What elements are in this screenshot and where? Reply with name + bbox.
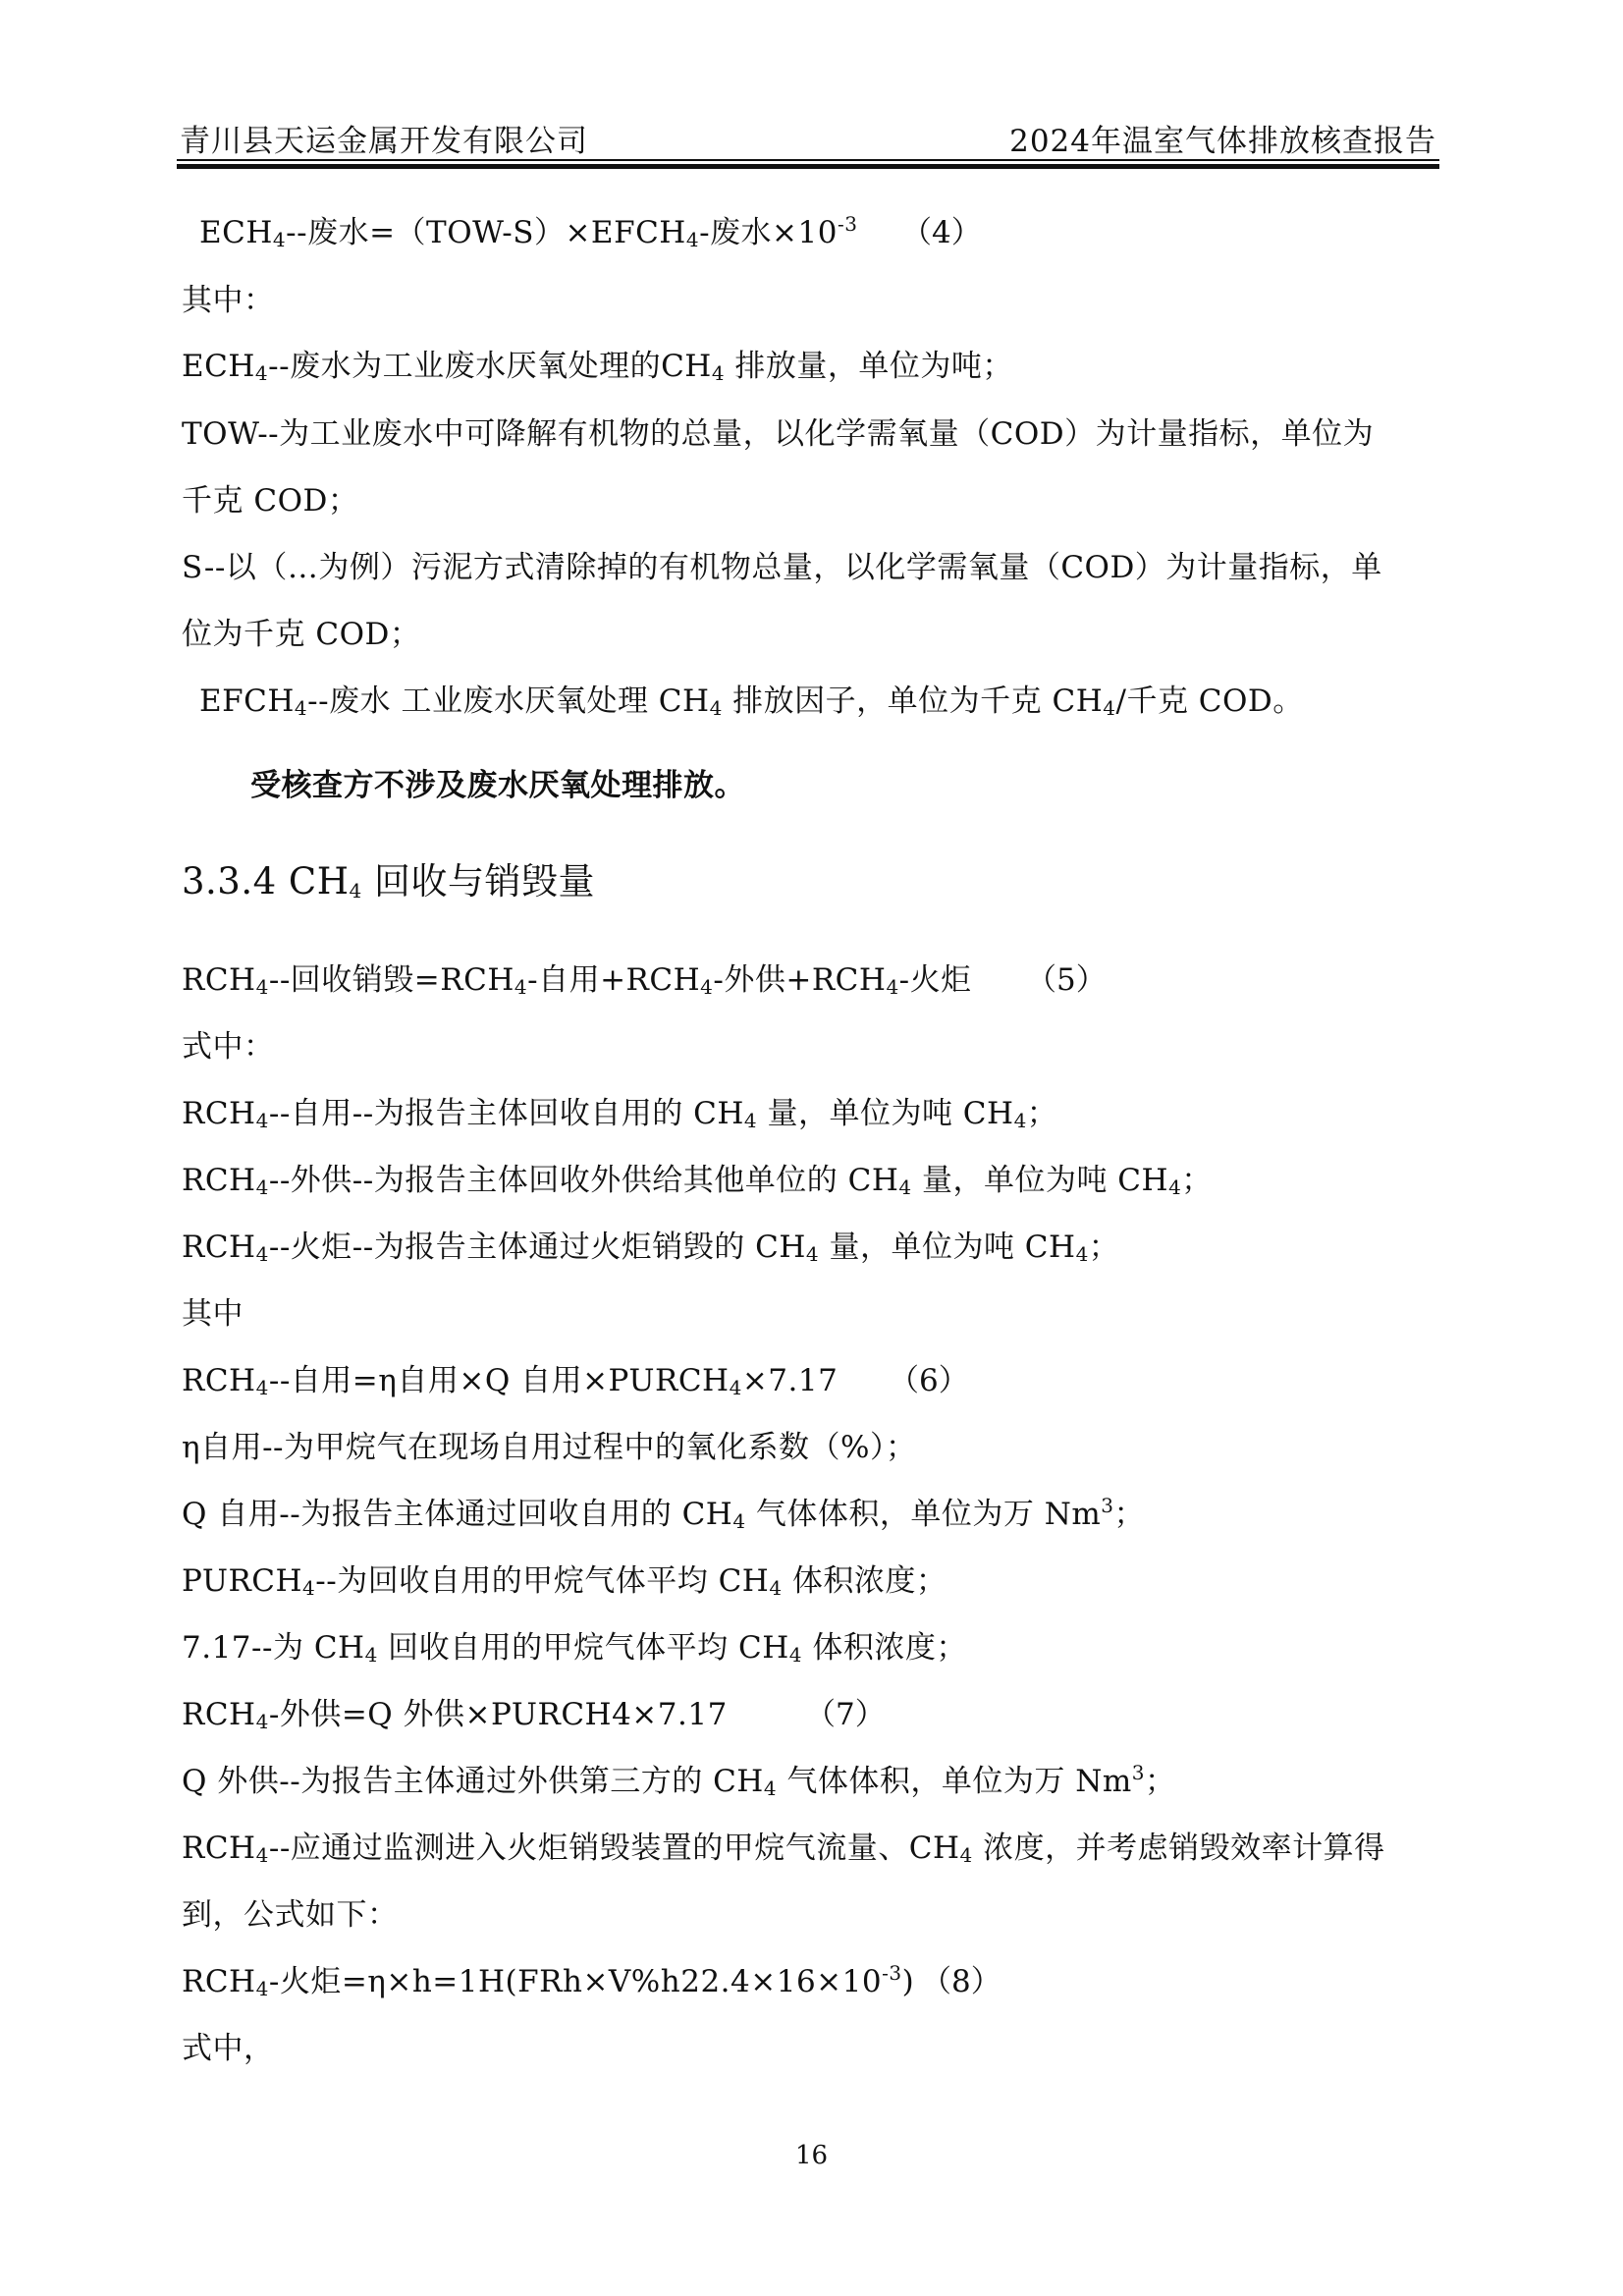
page-number: 16 [794, 2141, 829, 2170]
text-line: 其中： [182, 283, 275, 318]
header-rule-thick [177, 164, 1439, 169]
formula-7: $RCH_4-$外供=Q 外供×PURCH4×7.17 [182, 1697, 728, 1733]
text-line: 式中， [182, 2031, 275, 2066]
text-line: Q 外供--为报告主体通过外供第三方的 $CH_4$ 气体体积，单位为万 Nm$^3$； [182, 1761, 1176, 1800]
header-report-title: 2024年温室气体排放核查报告 [1009, 124, 1436, 159]
equation-number-7: （7） [805, 1697, 886, 1732]
text-line: S--以（…为例）污泥方式清除掉的有机物总量，以化学需氧量（COD）为计量指标，单 [182, 550, 1382, 585]
text-line: $RCH_4--$火炬--为报告主体通过火炬销毁的 $CH_4$ 量，单位为吨 $CH_4$； [182, 1230, 1120, 1266]
equation-number-8: （8） [921, 1964, 1001, 1999]
text-line: 到，公式如下： [182, 1897, 399, 1933]
text-line: $RCH_4--$自用--为报告主体回收自用的 $CH_4$ 量，单位为吨 $CH_4$； [182, 1096, 1058, 1132]
text-line: η自用--为甲烷气在现场自用过程中的氧化系数（%）； [182, 1430, 917, 1465]
header-company: 青川县天运金属开发有限公司 [180, 124, 588, 159]
equation-number-4: （4） [901, 215, 982, 250]
text-line: 位为千克 COD； [182, 617, 421, 652]
text-line: $RCH_4--$外供--为报告主体回收外供给其他单位的 $CH_4$ 量，单位为吨 $CH_4$； [182, 1163, 1213, 1199]
text-line: $PURCH_4--$为回收自用的甲烷气体平均 $CH_4$ 体积浓度； [182, 1563, 947, 1600]
text-line: 其中 [182, 1296, 243, 1332]
text-line: $RCH_4--$应通过监测进入火炬销毁装置的甲烷气流量、$CH_4$ 浓度，并考虑销毁效率计算得 [182, 1831, 1385, 1867]
formula-6: $RCH_4--$自用=η自用×Q 自用$\times PURCH_4\times 7.17$ [182, 1363, 839, 1399]
text-line: 千克 COD； [182, 483, 359, 519]
text-line: $ECH_4--$废水为工业废水厌氧处理的$CH_4$ 排放量，单位为吨； [182, 349, 1013, 385]
text-line: Q 自用--为报告主体通过回收自用的 $CH_4$ 气体体积，单位为万 Nm$^3$； [182, 1494, 1146, 1533]
section-heading: 3.3.4 $CH_4$ 回收与销毁量 [182, 860, 595, 902]
formula-4: $ECH_4--$废水$=(TOW-S)\times EFCH_4-$废水$\times 10^{-3}$ [199, 212, 858, 251]
header-rule-thin [177, 159, 1439, 161]
text-line: 式中： [182, 1029, 275, 1065]
equation-number-5: （5） [1026, 962, 1107, 998]
equation-number-6: （6） [889, 1363, 969, 1398]
text-line: $EFCH_4--$废水 工业废水厌氧处理 $CH_4$ 排放因子，单位为千克 $CH_4/$千克 COD。 [199, 683, 1304, 720]
formula-5: $RCH_4--$回收销毁$=RCH_4-$自用$+RCH_4-$外供$+RCH_4-$火炬 [182, 962, 972, 999]
text-line: 7.17--为 $CH_4$ 回收自用的甲烷气体平均 $CH_4$ 体积浓度； [182, 1630, 967, 1667]
conclusion-statement: 受核查方不涉及废水厌氧处理排放。 [250, 768, 745, 803]
formula-8: $RCH_4-$火炬$=\eta\times h=1H(FRh\times V\%h22.4\times 16\times 10^{-3})$ [182, 1961, 915, 2000]
text-line: TOW--为工业废水中可降解有机物的总量，以化学需氧量（COD）为计量指标，单位为 [182, 416, 1375, 452]
